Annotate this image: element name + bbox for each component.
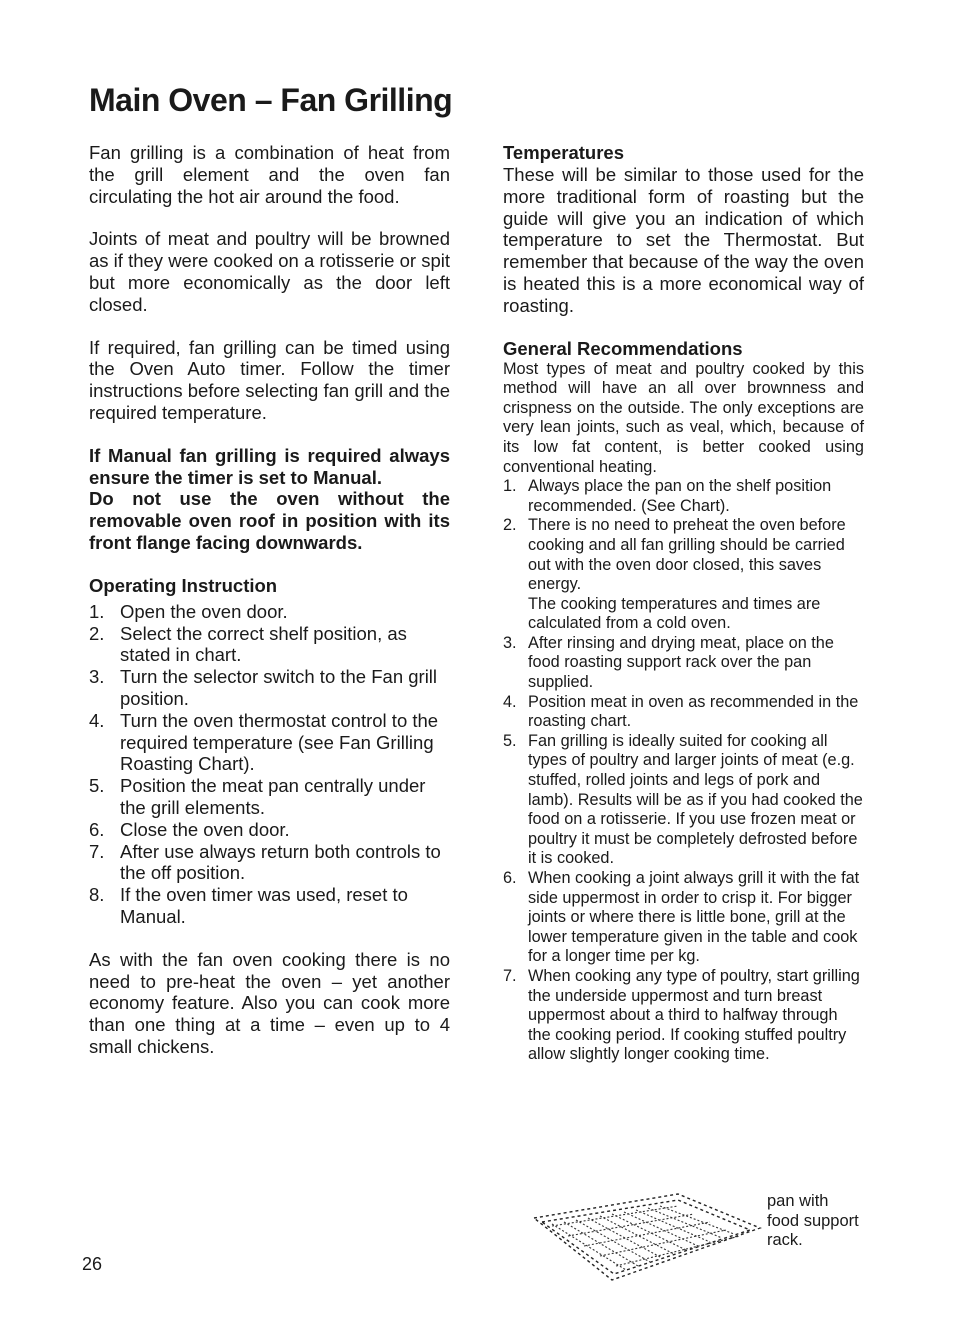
- rec-text: When cooking any type of poultry, start grilling the underside uppermost and turn breast uppermost about a third to halfway through the cooking period. If cooking stuffed poultry allow slightly longer cooking time.: [528, 966, 860, 1064]
- list-item: [89, 623, 450, 667]
- economy-paragraph: As with the fan oven cooking there is no need to pre-heat the oven – yet another economy feature. Also you can cook more than one thing at a time – even up to 4 small chickens.: [89, 948, 450, 1057]
- list-item: [89, 841, 450, 885]
- rec-text: When cooking a joint always grill it with the fat side uppermost in order to crisp it. For bigger joints or where there is little bone, grill at the lower temperature given in the table and cook for a longer time per kg.: [528, 869, 860, 966]
- rec-number: 5.: [503, 731, 517, 750]
- rec-number: 6.: [503, 869, 517, 888]
- operating-instruction-heading: Operating Instruction: [89, 574, 278, 596]
- step-text: Close the oven door.: [120, 818, 290, 840]
- step-number: 8.: [89, 884, 105, 906]
- rec-number: 2.: [503, 516, 517, 535]
- list-item: [89, 601, 450, 623]
- list-item: [503, 516, 864, 634]
- manual-warning: If Manual fan grilling is required always ensure the timer is set to Manual.: [89, 444, 450, 488]
- list-item: [503, 477, 864, 516]
- rec-number: 1.: [503, 477, 517, 496]
- rec-text: Always place the pan on the shelf position recommended. (See Chart).: [528, 477, 832, 515]
- step-text: Position the meat pan centrally under the grill elements.: [120, 775, 426, 818]
- step-text: If the oven timer was used, reset to Manual.: [120, 884, 408, 927]
- rec-number: 3.: [503, 633, 517, 652]
- rack-caption-line: rack.: [767, 1231, 803, 1249]
- browning-paragraph: Joints of meat and poultry will be browned as if they were cooked on a rotisserie or spit but more economically as the door left closed.: [89, 228, 450, 315]
- operating-steps-list: [89, 601, 450, 928]
- list-item: [89, 884, 450, 928]
- list-item: [503, 732, 864, 869]
- step-text: Turn the selector switch to the Fan grill position.: [120, 666, 438, 709]
- list-item: [89, 819, 450, 841]
- rack-caption-line: pan with: [767, 1192, 829, 1210]
- rec-text: After rinsing and drying meat, place on the food roasting support rack over the pan supplied.: [528, 633, 834, 692]
- list-item: [503, 967, 864, 1065]
- step-number: 6.: [89, 818, 105, 840]
- list-item: [503, 869, 864, 967]
- rec-text: There is no need to preheat the oven before cooking and all fan grilling should be carried out with the oven door closed, this saves energy.: [528, 516, 846, 594]
- recommendations-list: [503, 477, 864, 1065]
- list-item: [503, 634, 864, 693]
- step-text: Turn the oven thermostat control to the required temperature (see Fan Grilling Roasting Chart).: [120, 709, 439, 775]
- left-column: [89, 142, 450, 1079]
- pan-rack-illustration: [528, 1188, 764, 1284]
- rec-number: 4.: [503, 692, 517, 711]
- right-column: [503, 142, 864, 1065]
- rack-caption: [767, 1192, 897, 1251]
- step-number: 5.: [89, 775, 105, 797]
- page-number: 26: [82, 1254, 103, 1274]
- general-recommendations-heading: General Recommendations: [503, 337, 743, 359]
- rack-caption-line: food support: [767, 1211, 859, 1230]
- step-text: Open the oven door.: [120, 600, 288, 622]
- page-title: Main Oven – Fan Grilling: [89, 82, 453, 118]
- step-number: 2.: [89, 622, 105, 644]
- rec-note: The cooking temperatures and times are calculated from a cold oven.: [528, 594, 821, 633]
- step-number: 3.: [89, 666, 105, 688]
- temperatures-paragraph: These will be similar to those used for the more traditional form of roasting but the guide will give you an indication of which temperature to set the Thermostat. But remember that because of the way the oven is heated this is a more economical way of roasting.: [503, 164, 864, 316]
- step-text: Select the correct shelf position, as stated in chart.: [120, 622, 407, 666]
- temperatures-heading: Temperatures: [503, 142, 624, 163]
- general-recommendations-paragraph: Most types of meat and poultry cooked by this method will have an all over brownness and crispness on the outside. The only exceptions are very lean joints, such as veal, which, because of its low fat content, is better cooked using conventional heating.: [503, 359, 864, 476]
- list-item: [89, 666, 450, 710]
- rec-text: Fan grilling is ideally suited for cooking all types of poultry and larger joints of meat (e.g. stuffed, rolled joints and legs of pork and lamb). Results will be as if you had cooked the food on a rotisserie. If you use frozen meat or poultry it must be completely defrosted before it is cooked.: [528, 731, 863, 868]
- step-number: 1.: [89, 600, 105, 622]
- step-text: After use always return both controls to the off position.: [120, 840, 441, 884]
- intro-paragraph: Fan grilling is a combination of heat from the grill element and the oven fan circulating the hot air around the food.: [89, 142, 450, 207]
- step-number: 4.: [89, 709, 105, 731]
- rec-text: Position meat in oven as recommended in the roasting chart.: [528, 692, 859, 731]
- rec-number: 7.: [503, 966, 517, 985]
- oven-roof-warning: Do not use the oven without the removable oven roof in position with its front flange facing downwards.: [89, 488, 450, 553]
- timer-paragraph: If required, fan grilling can be timed using the Oven Auto timer. Follow the timer instructions before selecting fan grill and the required temperature.: [89, 336, 450, 423]
- list-item: [503, 693, 864, 732]
- list-item: [89, 710, 450, 775]
- step-number: 7.: [89, 840, 105, 862]
- list-item: [89, 775, 450, 819]
